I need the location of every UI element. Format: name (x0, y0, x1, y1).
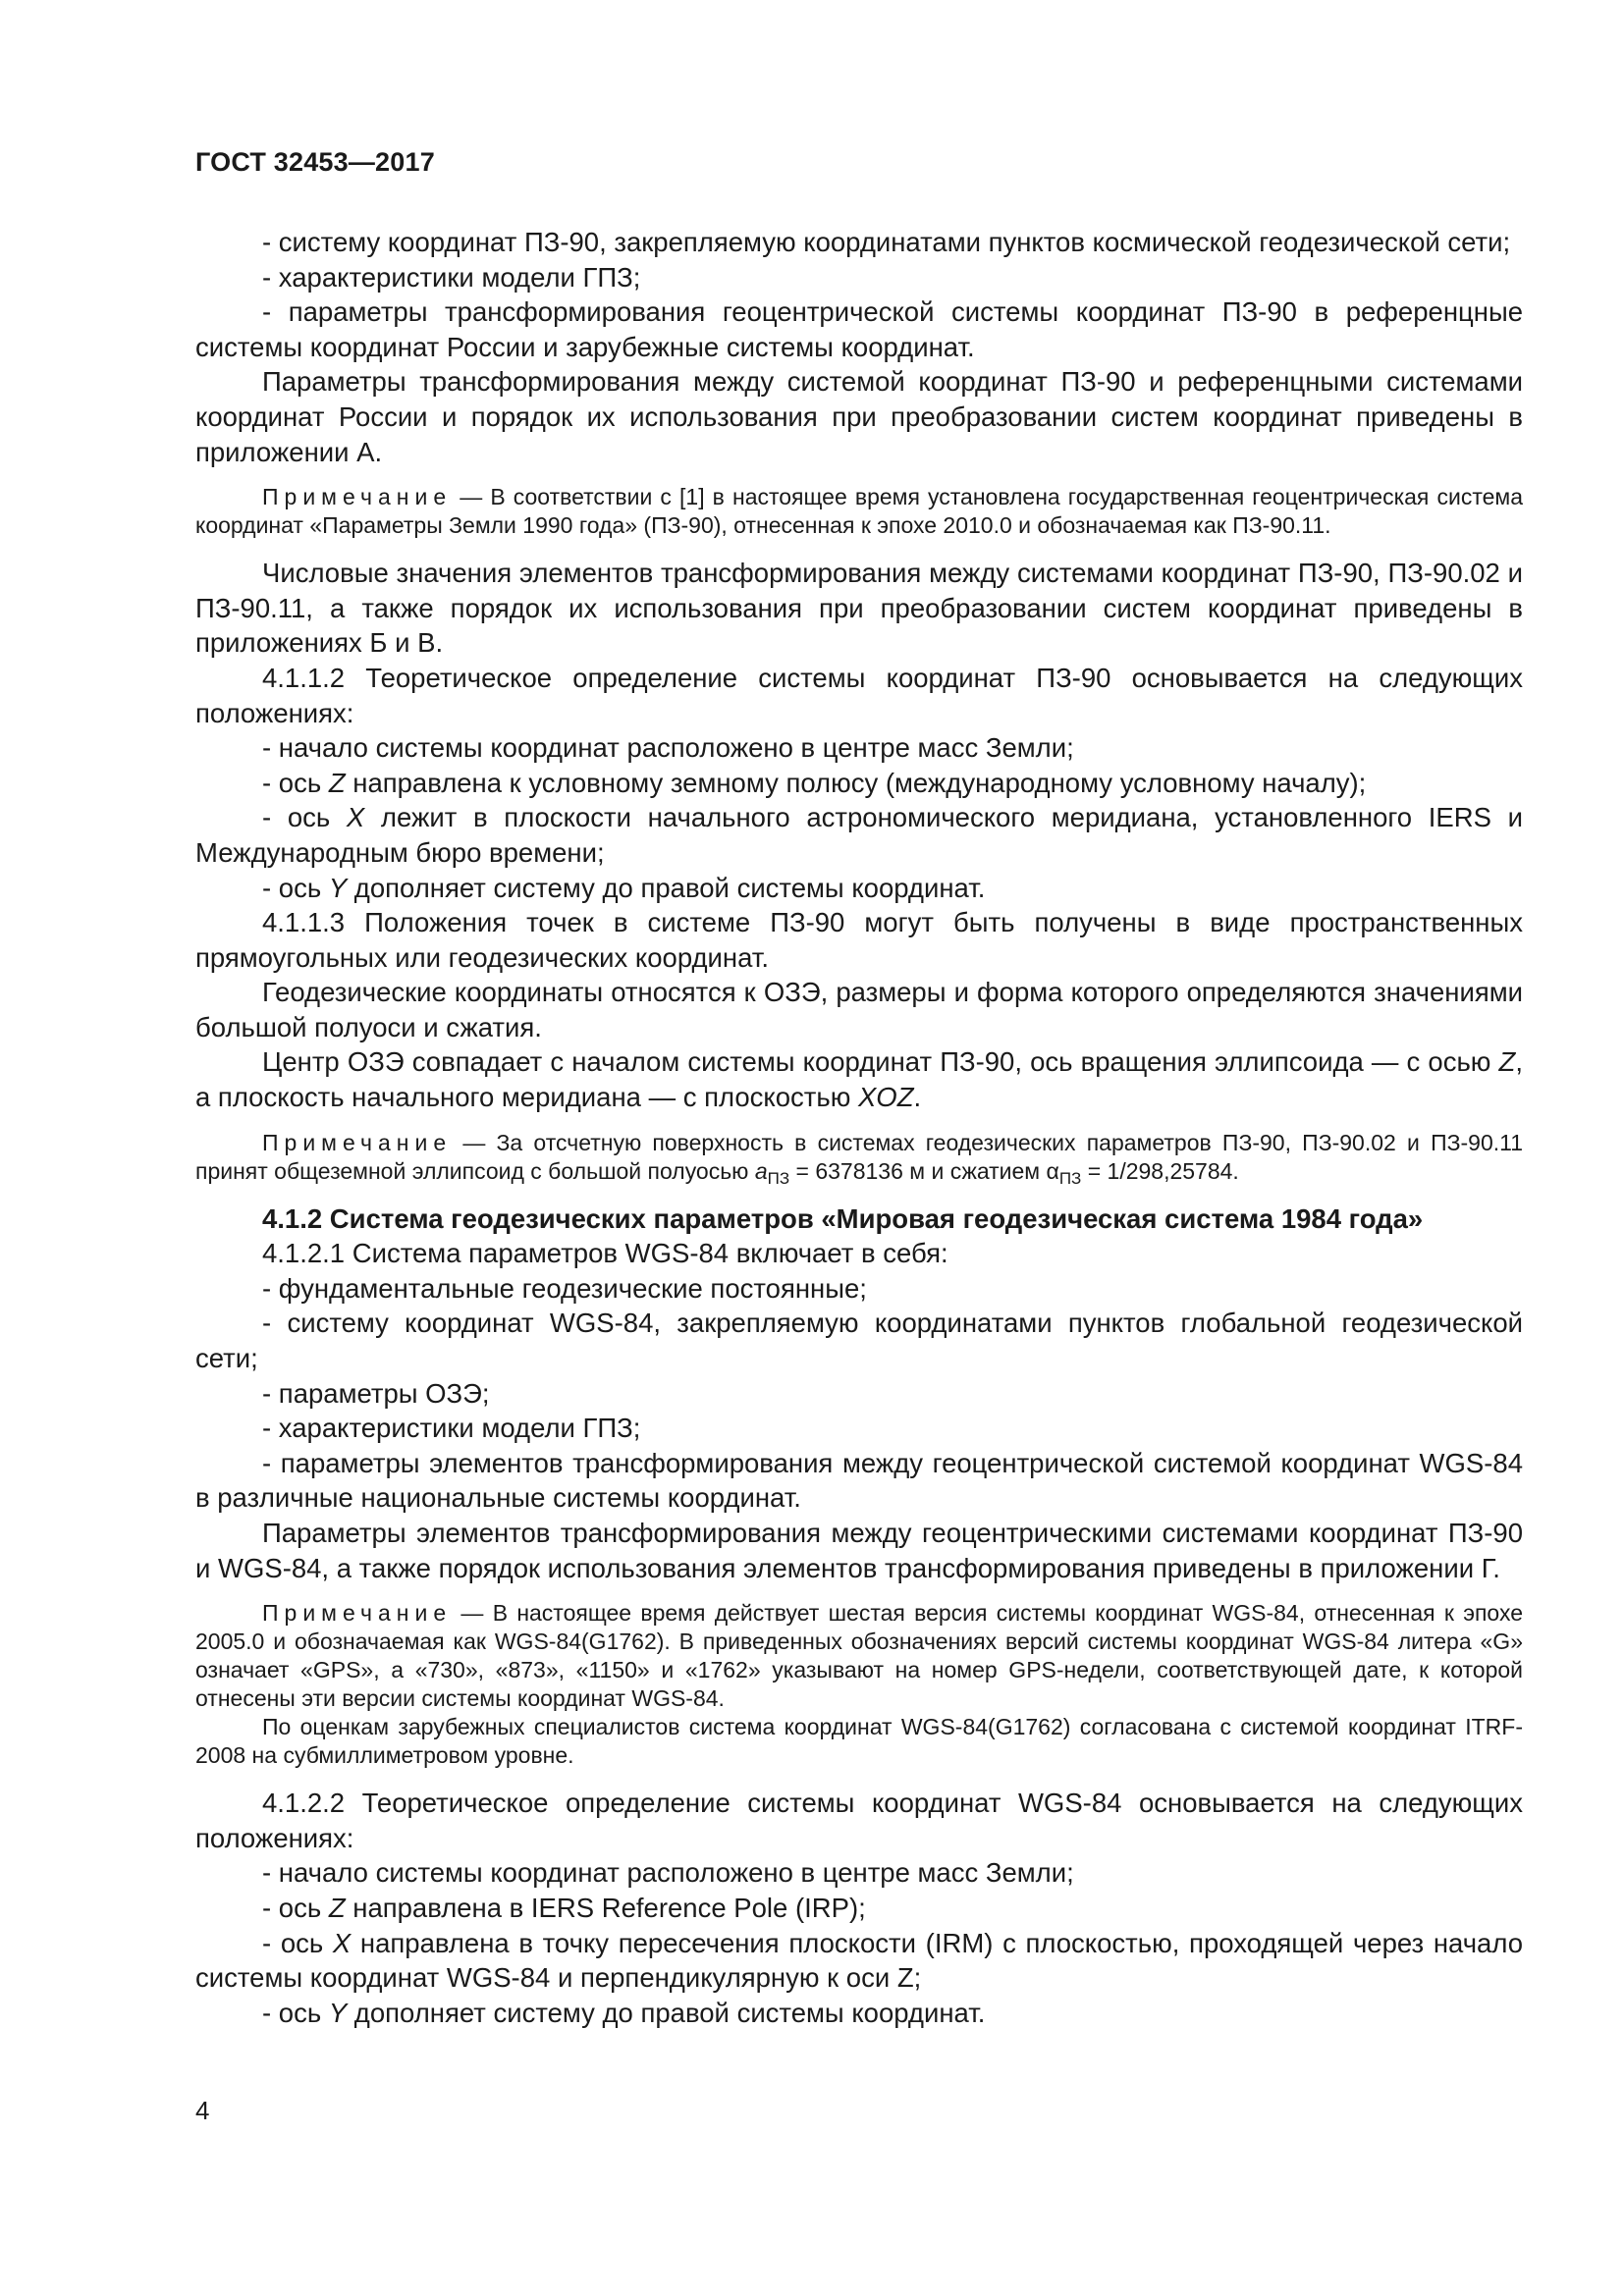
list-item: - ось Z направлена в IERS Reference Pole (IRP); (262, 1892, 866, 1923)
document-body (195, 225, 1523, 2030)
list-item: - начало системы координат расположено в центре масс Земли; (262, 732, 1074, 764)
paragraph: Геодезические координаты относятся к ОЗЭ, размеры и форма которого определяются значениями большой полуоси и сжатия. (195, 977, 1523, 1042)
note-label: Примечание (262, 484, 453, 510)
note: Примечание — За отсчетную поверхность в системах геодезических параметров ПЗ-90, ПЗ-90.02 и ПЗ-90.11 принят общеземной эллипсоид с большой полуосью $a_{ПЗ} = 6378136$ м и сжатием $\alpha_{ПЗ} = 1/298,25784$. (195, 1129, 1523, 1188)
paragraph: 4.1.1.2 Теоретическое определение системы координат ПЗ-90 основывается на следующих положениях: (195, 662, 1523, 728)
section-heading: 4.1.2 Система геодезических параметров «Мировая геодезическая система 1984 года» (262, 1202, 1424, 1234)
list-item: - ось Y дополняет систему до правой системы координат. (262, 1997, 986, 2028)
list-item: - систему координат WGS-84, закрепляемую координатами пунктов глобальной геодезической сети; (195, 1308, 1523, 1374)
list-item: - характеристики модели ГПЗ; (262, 1413, 641, 1444)
list-item: - фундаментальные геодезические постоянные; (262, 1272, 867, 1304)
paragraph: Центр ОЗЭ совпадает с началом системы координат ПЗ-90, ось вращения эллипсоида — с осью Z, а плоскость начального меридиана — с плоскостью XOZ. (195, 1046, 1523, 1113)
list-item: - ось X лежит в плоскости начального астрономического меридиана, установленного IERS и Международным бюро времени; (195, 802, 1523, 868)
document-header: ГОСТ 32453—2017 (195, 147, 435, 177)
paragraph: - параметры трансформирования геоцентрической системы координат ПЗ-90 в референцные системы координат России и зарубежные системы координат. (195, 296, 1523, 362)
note (195, 1599, 1523, 1713)
note-text: — В соответствии с [1] в настоящее время установлена государственная геоцентрическая система координат «Параметры Земли 1990 года» (ПЗ-90), отнесенная к эпохе 2010.0 и обозначаемая как ПЗ-90.11. (195, 484, 1523, 539)
page-number: 4 (195, 2096, 210, 2125)
paragraph: Параметры элементов трансформирования между геоцентрическими системами координат ПЗ-90 и WGS-84, а также порядок использования элементов трансформирования приведены в приложении Г. (195, 1518, 1523, 1583)
paragraph: 4.1.2.1 Система параметров WGS-84 включает в себя: (262, 1238, 948, 1269)
list-item: - параметры элементов трансформирования между геоцентрической системой координат WGS-84 в различные национальные системы координат. (195, 1447, 1523, 1514)
list-item: - начало системы координат расположено в центре масс Земли; (262, 1857, 1074, 1889)
note-continuation: По оценкам зарубежных специалистов система координат WGS-84(G1762) согласована с системой координат ITRF-2008 на субмиллиметровом уровне. (195, 1714, 1523, 1769)
paragraph: 4.1.1.3 Положения точек в системе ПЗ-90 могут быть получены в виде пространственных прямоугольных или геодезических координат. (195, 907, 1523, 973)
list-item: - ось Y дополняет систему до правой системы координат. (262, 872, 986, 903)
note-text: — В настоящее время действует шестая версия системы координат WGS-84, отнесенная к эпохе 2005.0 и обозначаемая как WGS-84(G1762). В приведенных обозначениях версий системы координат WGS-84 литера «G» означает «GPS», а «730», «873», «1150» и «1762» указывают на номер GPS-недели, соответствующей дате, к которой отнесены эти версии системы координат WGS-84. (195, 1600, 1523, 1712)
paragraph: 4.1.2.2 Теоретическое определение системы координат WGS-84 основывается на следующих положениях: (195, 1788, 1523, 1853)
note-label: Примечание (262, 1600, 453, 1627)
note-label: Примечание (262, 1129, 453, 1155)
paragraph: Числовые значения элементов трансформирования между системами координат ПЗ-90, ПЗ-90.02 и ПЗ-90.11, а также порядок их использования при преобразовании систем координат приведены в приложениях Б и В. (195, 558, 1523, 659)
list-item: - ось X направлена в точку пересечения плоскости (IRM) с плоскостью, проходящей через начало системы координат WGS-84 и перпендикулярную к оси Z; (195, 1927, 1523, 1994)
note (195, 483, 1523, 540)
list-item: - параметры ОЗЭ; (262, 1377, 490, 1409)
paragraph: - систему координат ПЗ-90, закрепляемую координатами пунктов космической геодезической сети; (262, 227, 1511, 257)
paragraph: - характеристики модели ГПЗ; (262, 261, 641, 293)
paragraph: Параметры трансформирования между системой координат ПЗ-90 и референцными системами координат России и порядок их использования при преобразовании систем координат приведены в приложении А. (195, 366, 1523, 467)
list-item: - ось Z направлена к условному земному полюсу (международному условному началу); (262, 767, 1367, 798)
